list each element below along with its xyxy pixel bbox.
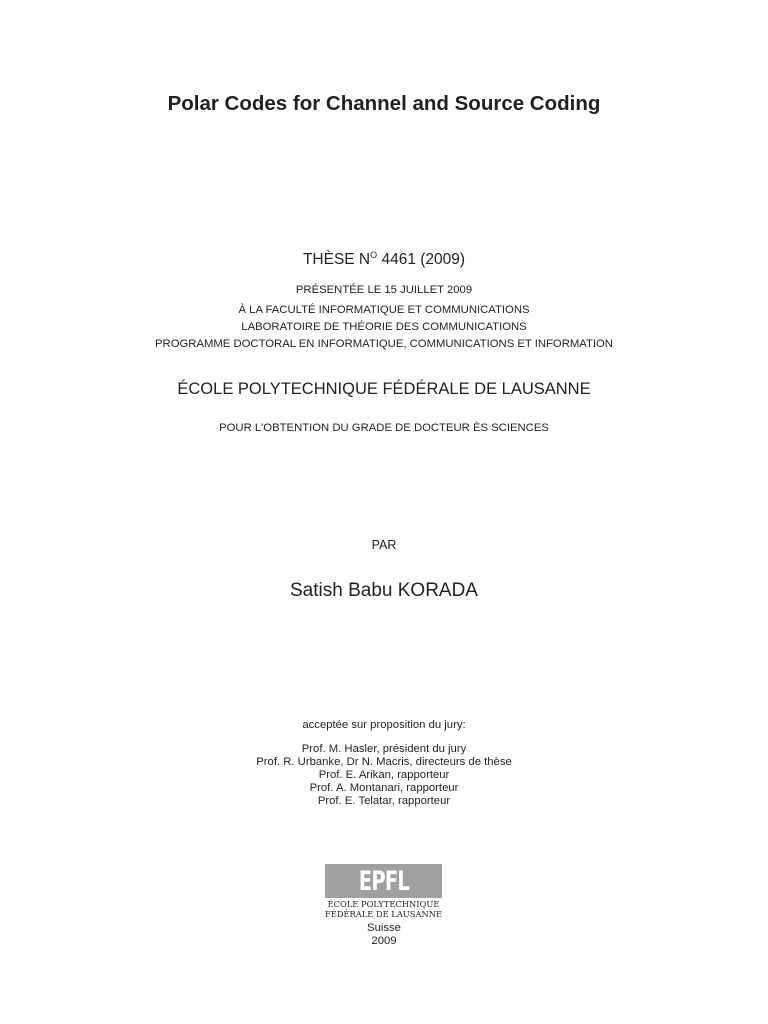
jury-member: Prof. E. Arikan, rapporteur (318, 769, 450, 781)
degree-line: POUR L'OBTENTION DU GRADE DE DOCTEUR ÈS SCIENCES (219, 422, 549, 434)
epfl-logo-mark: EPFL (358, 865, 409, 897)
jury-member: Prof. M. Hasler, président du jury (301, 743, 467, 755)
jury-intro: acceptée sur proposition du jury: (302, 719, 466, 731)
par-label: PAR (371, 538, 397, 552)
laboratory-line: LABORATOIRE DE THÉORIE DES COMMUNICATIONS (241, 321, 527, 333)
country: Suisse (367, 922, 401, 934)
thesis-sup: O (370, 250, 378, 260)
year: 2009 (371, 935, 397, 947)
thesis-number (0, 250, 768, 269)
school-name: ÉCOLE POLYTECHNIQUE FÉDÉRALE DE LAUSANNE (177, 380, 591, 398)
epfl-logo-text (325, 899, 442, 919)
epfl-logo-mark-box (325, 864, 442, 898)
jury-member: Prof. A. Montanari, rapporteur (309, 782, 459, 794)
presentation-date: PRÉSENTÉE LE 15 JUILLET 2009 (295, 284, 473, 296)
faculty-line: À LA FACULTÉ INFORMATIQUE ET COMMUNICATIONS (238, 304, 530, 316)
epfl-logo-line1: ÉCOLE POLYTECHNIQUE (327, 899, 440, 909)
program-line: PROGRAMME DOCTORAL EN INFORMATIQUE, COMMUNICATIONS ET INFORMATION (155, 338, 613, 350)
epfl-logo (325, 864, 442, 920)
thesis-number-value: 4461 (2009) (381, 251, 466, 268)
thesis-prefix: THÈSE N (302, 251, 371, 268)
jury-member: Prof. E. Telatar, rapporteur (317, 795, 451, 807)
author-name: Satish Babu KORADA (290, 580, 478, 601)
jury-member: Prof. R. Urbanke, Dr N. Macris, directeurs de thèse (256, 756, 512, 768)
page-title: Polar Codes for Channel and Source Coding (167, 92, 601, 115)
epfl-logo-line2: FÉDÉRALE DE LAUSANNE (325, 909, 443, 919)
